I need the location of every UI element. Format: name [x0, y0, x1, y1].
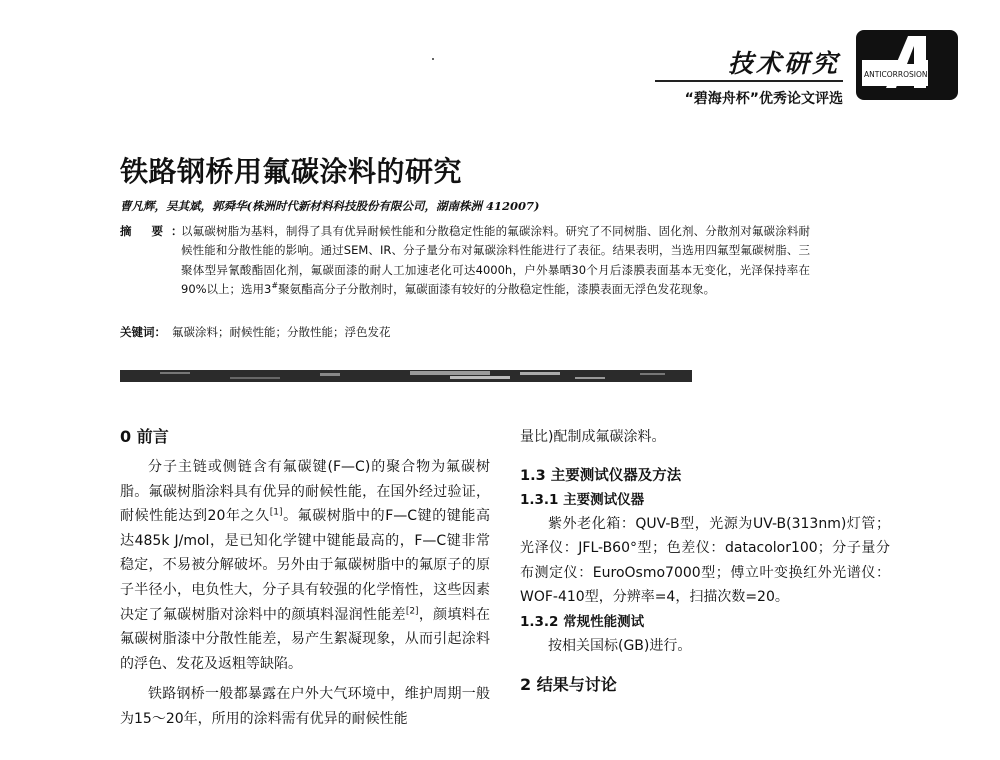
section-heading-results: 2 结果与讨论 [520, 674, 617, 694]
instruments-paragraph: 紫外老化箱：QUV-B型，光源为UV-B(313nm)灯管；光泽仪：JFL-B60°型；色差仪：datacolor100；分子量分布测定仪：EuroOsmo7000型；傅立叶变换红外光谱仪：WOF-410型，分辨率=4，扫描次数=20。 [520, 515, 890, 606]
intro-paragraph-1: 分子主链或侧链含有氟碳键(F—C)的聚合物为氟碳树脂。氟碳树脂涂料具有优异的耐候性能，在国外经过验证，耐候性能达到20年之久[1]。氟碳树脂中的F—C键的键能高达485k J/mol，是已知化学键中键能最高的，F—C键非常稳定，不易被分解破坏。另外由于氟碳树脂中的氟原子的原子半径小，电负性大，分子具有较强的化学惰性，这些因素决定了氟碳树脂对涂料中的颜填料湿润性能差[2]，颜填料在氟碳树脂漆中分散性能差，易产生絮凝现象，从而引起涂料的浮色、发花及返粗等缺陷。 [120, 459, 491, 672]
left-column [120, 425, 490, 732]
abstract-text: 以氟碳树脂为基料，制得了具有优异耐候性能和分散稳定性能的氟碳涂料。研究了不同树脂、固化剂、分散剂对氟碳涂料耐候性能和分散性能的影响。通过SEM、IR、分子量分布对氟碳涂料性能进行了表征。结果表明，当选用四氟型氟碳树脂、三聚体型异氰酸酯固化剂，氟碳面漆的耐人工加速老化可达4000h，户外暴晒30个月后漆膜表面基本无变化，光泽保持率在90%以上；选用3#聚氨酯高分子分散剂时，氟碳面漆有较好的分散稳定性能，漆膜表面无浮色发花现象。 [181, 224, 810, 296]
header-rule [655, 80, 843, 82]
section-heading-1-3-1: 1.3.1 主要测试仪器 [520, 491, 645, 508]
section-heading-1-3: 1.3 主要测试仪器及方法 [520, 467, 682, 484]
decorative-band [120, 368, 692, 384]
keywords-text: 氟碳涂料；耐候性能；分散性能；浮色发花 [172, 325, 391, 339]
keywords [120, 324, 391, 340]
authors-affiliation: 曹凡辉，吴其斌，郭舜华(株洲时代新材料科技股份有限公司，湖南株洲 412007) [120, 199, 540, 213]
logo-text: ANTICORROSION [864, 70, 928, 79]
abstract-label: 摘 要： [120, 224, 191, 238]
intro-paragraph-2: 铁路钢桥一般都暴露在户外大气环境中，维护周期一般为15～20年，所用的涂料需有优异的耐候性能 [120, 686, 490, 727]
reference-2: [2] [405, 605, 419, 616]
continued-paragraph: 量比)配制成氟碳涂料。 [520, 429, 666, 445]
section-heading-1-3-2: 1.3.2 常规性能测试 [520, 613, 645, 630]
tests-paragraph: 按相关国标(GB)进行。 [548, 637, 692, 654]
column-title: 技术研究 [727, 49, 840, 78]
speck [432, 58, 434, 60]
reference-1: [1] [269, 507, 283, 518]
abstract-superscript: # [271, 281, 279, 291]
anticorrosion-logo [856, 30, 958, 100]
keywords-label: 关键词： [120, 325, 166, 339]
section-heading-introduction: 0 前言 [120, 427, 169, 446]
paper-title: 铁路钢桥用氟碳涂料的研究 [120, 155, 463, 188]
right-column [520, 425, 890, 703]
abstract [120, 222, 810, 299]
column-subtitle: “碧海舟杯”优秀论文评选 [684, 91, 843, 107]
